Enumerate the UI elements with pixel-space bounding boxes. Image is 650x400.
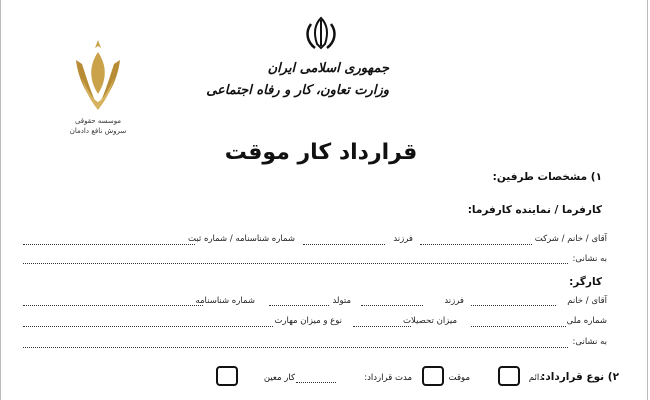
worker-skill-field[interactable]: [23, 326, 273, 327]
worker-heading: کارگر:: [569, 276, 602, 288]
employer-heading: کارفرما / نماینده کارفرما:: [467, 204, 602, 216]
worker-skill-label: نوع و میزان مهارت: [274, 316, 342, 326]
employer-id-label: شماره شناسنامه / شماره ثبت: [188, 234, 295, 244]
type-permanent-checkbox[interactable]: [498, 366, 520, 386]
government-header: [206, 58, 389, 102]
employer-name-label: آقای / خانم / شرکت: [534, 234, 607, 244]
logo-name-line2: سروش نافع دادمان: [69, 127, 127, 135]
worker-education-label: میزان تحصیلات: [403, 316, 457, 326]
institute-logo-icon: [68, 38, 128, 116]
gov-line-republic: جمهوری اسلامی ایران: [267, 61, 389, 76]
gov-line-ministry: وزارت تعاون، کار و رفاه اجتماعی: [206, 83, 389, 98]
type-temporary-checkbox[interactable]: [422, 366, 444, 386]
employer-name-field[interactable]: [420, 244, 532, 245]
section1-heading: ۱) مشخصات طرفین:: [492, 171, 602, 183]
employer-address-field[interactable]: [23, 263, 568, 264]
worker-name-field[interactable]: [471, 305, 556, 306]
worker-national-id-label: شماره ملی: [566, 316, 607, 326]
worker-id-label: شماره شناسنامه: [195, 296, 255, 306]
duration-label: مدت قرارداد:: [364, 373, 412, 383]
institute-logo: [53, 38, 143, 148]
worker-address-label: به نشانی:: [572, 337, 607, 347]
type-permanent-label: دائم: [528, 373, 543, 383]
worker-name-label: آقای / خانم: [567, 296, 607, 306]
employer-id-field[interactable]: [23, 244, 195, 245]
type-specific-label: کار معین: [263, 373, 295, 383]
duration-field[interactable]: [296, 382, 336, 383]
document-title: قرارداد کار موقت: [224, 140, 418, 165]
worker-father-label: فرزند: [444, 296, 464, 306]
employer-father-field[interactable]: [303, 244, 385, 245]
employer-address-label: به نشانی:: [572, 254, 607, 264]
section2-heading: ۲) نوع قرارداد:: [541, 371, 619, 383]
worker-birth-label: متولد: [332, 296, 351, 306]
worker-national-id-field[interactable]: [471, 326, 566, 327]
logo-name-line1: موسسه حقوقی: [74, 117, 122, 125]
worker-father-field[interactable]: [361, 305, 423, 306]
worker-address-field[interactable]: [23, 347, 568, 348]
worker-id-field[interactable]: [23, 305, 203, 306]
employer-father-label: فرزند: [393, 234, 413, 244]
worker-birth-field[interactable]: [269, 305, 329, 306]
type-specific-checkbox[interactable]: [216, 366, 238, 386]
worker-education-field[interactable]: [353, 326, 411, 327]
iran-emblem-icon: [301, 14, 341, 52]
type-temporary-label: موقت: [448, 373, 470, 383]
